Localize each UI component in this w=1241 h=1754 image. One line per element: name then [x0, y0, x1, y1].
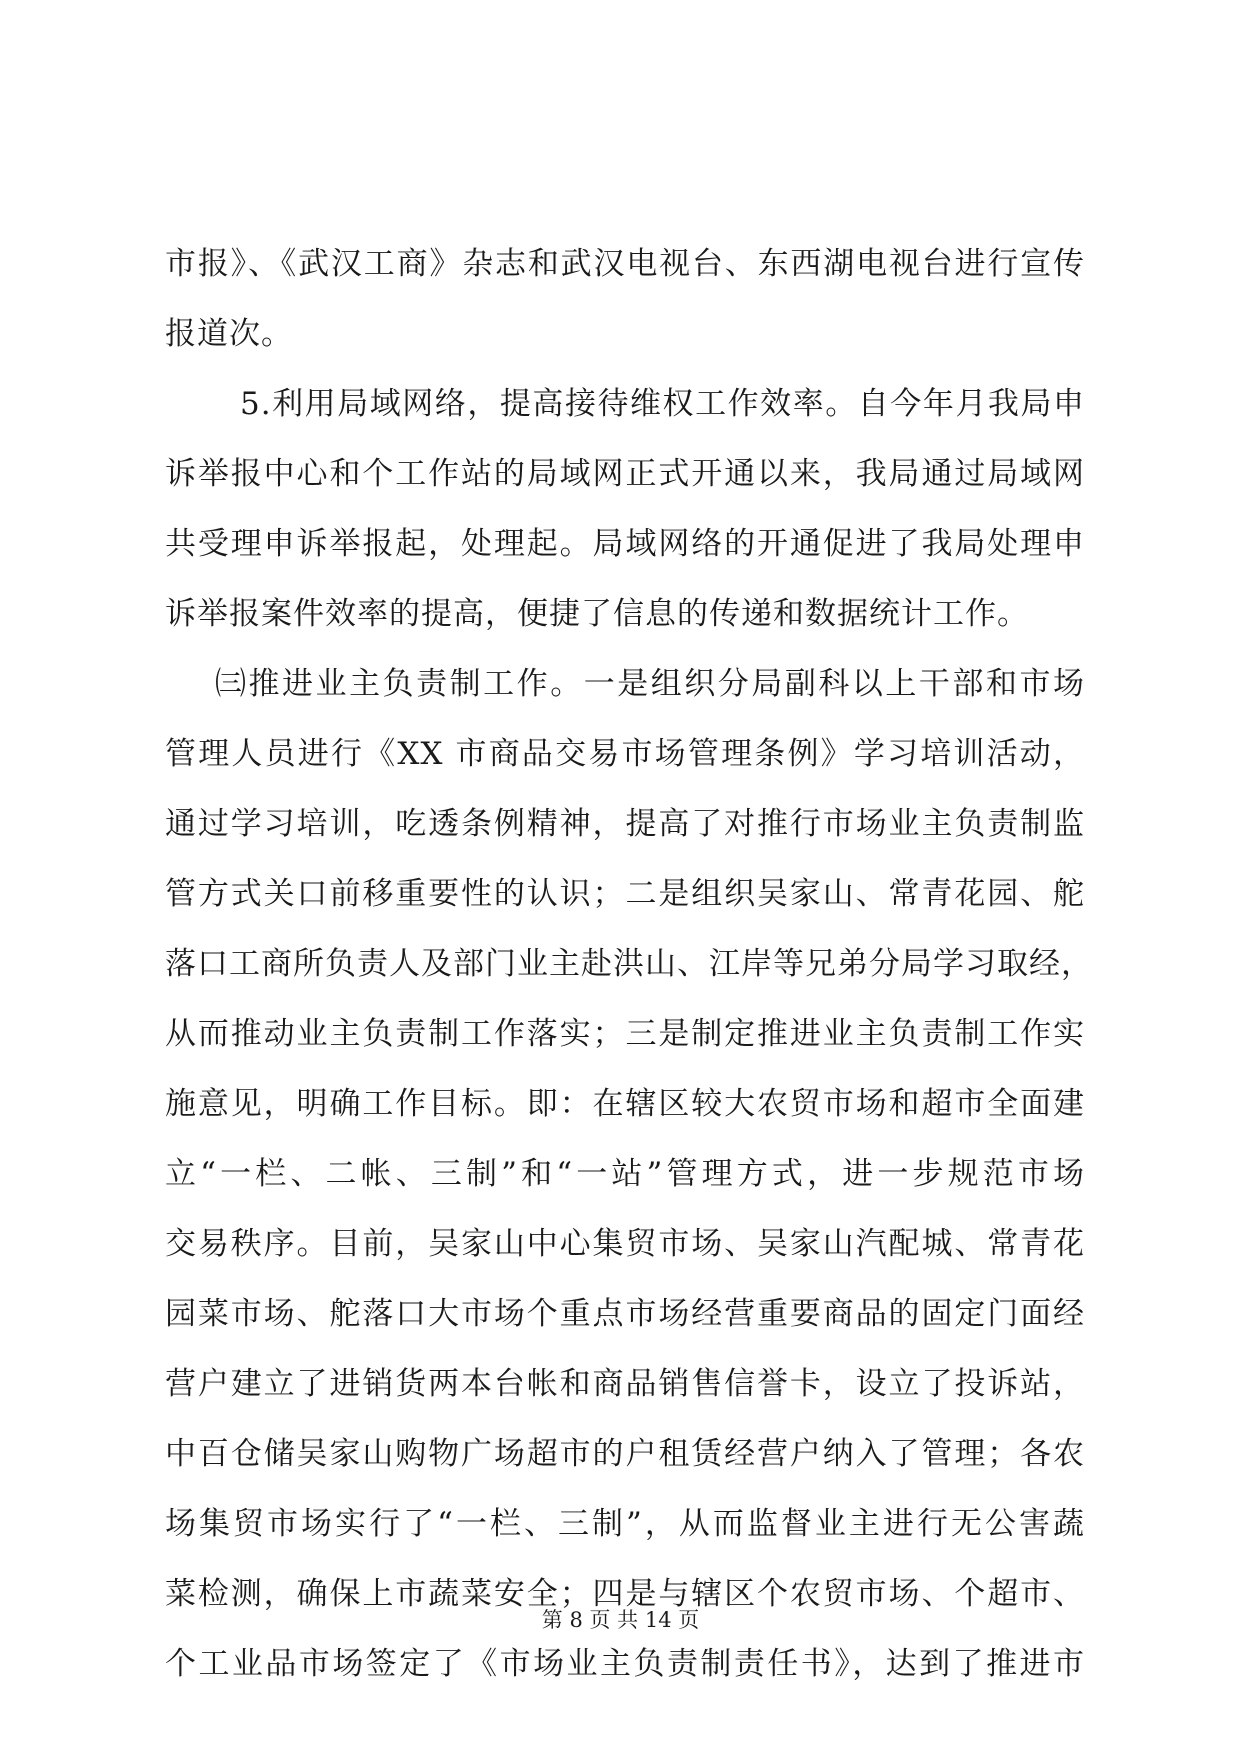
text-line: 交易秩序。目前，吴家山中心集贸市场、吴家山汽配城、常青花 [165, 1226, 1085, 1262]
page-footer [0, 1605, 1241, 1635]
text-line: 共受理申诉举报起，处理起。局域网络的开通促进了我局处理申 [165, 526, 1085, 562]
text-line: 诉举报中心和个工作站的局域网正式开通以来，我局通过局域网 [165, 456, 1085, 492]
text-line: 个工业品市场签定了《市场业主负责制责任书》，达到了推进市 [165, 1646, 1085, 1682]
text-line: ㈢推进业主负责制工作。一是组织分局副科以上干部和市场 [215, 666, 1085, 702]
document-body [165, 229, 1093, 1699]
page-number-label: 第 8 页 共 14 页 [541, 1608, 700, 1632]
text-line: 园菜市场、舵落口大市场个重点市场经营重要商品的固定门面经 [165, 1296, 1085, 1332]
text-line: 施意见，明确工作目标。即：在辖区较大农贸市场和超市全面建 [165, 1086, 1085, 1122]
text-line: 从而推动业主负责制工作落实；三是制定推进业主负责制工作实 [165, 1016, 1085, 1052]
text-line: 报道次。 [165, 316, 293, 352]
text-line: 中百仓储吴家山购物广场超市的户租赁经营户纳入了管理；各农 [165, 1436, 1085, 1472]
text-line: 5.利用局域网络，提高接待维权工作效率。自今年月我局申 [240, 386, 1085, 422]
text-line: 诉举报案件效率的提高，便捷了信息的传递和数据统计工作。 [165, 596, 1029, 632]
text-line: 营户建立了进销货两本台帐和商品销售信誉卡，设立了投诉站， [165, 1366, 1085, 1402]
text-line: 通过学习培训，吃透条例精神，提高了对推行市场业主负责制监 [165, 806, 1085, 842]
text-line: 立“一栏、二帐、三制”和“一站”管理方式，进一步规范市场 [165, 1156, 1085, 1192]
text-line: 市报》、《武汉工商》杂志和武汉电视台、东西湖电视台进行宣传 [165, 246, 1085, 282]
text-line: 落口工商所负责人及部门业主赴洪山、江岸等兄弟分局学习取经， [165, 946, 1093, 982]
text-line: 菜检测，确保上市蔬菜安全；四是与辖区个农贸市场、个超市、 [165, 1576, 1085, 1612]
text-line: 管理人员进行《XX 市商品交易市场管理条例》学习培训活动， [165, 736, 1085, 772]
text-line: 管方式关口前移重要性的认识；二是组织吴家山、常青花园、舵 [165, 876, 1085, 912]
text-line: 场集贸市场实行了“一栏、三制”，从而监督业主进行无公害蔬 [165, 1506, 1085, 1542]
